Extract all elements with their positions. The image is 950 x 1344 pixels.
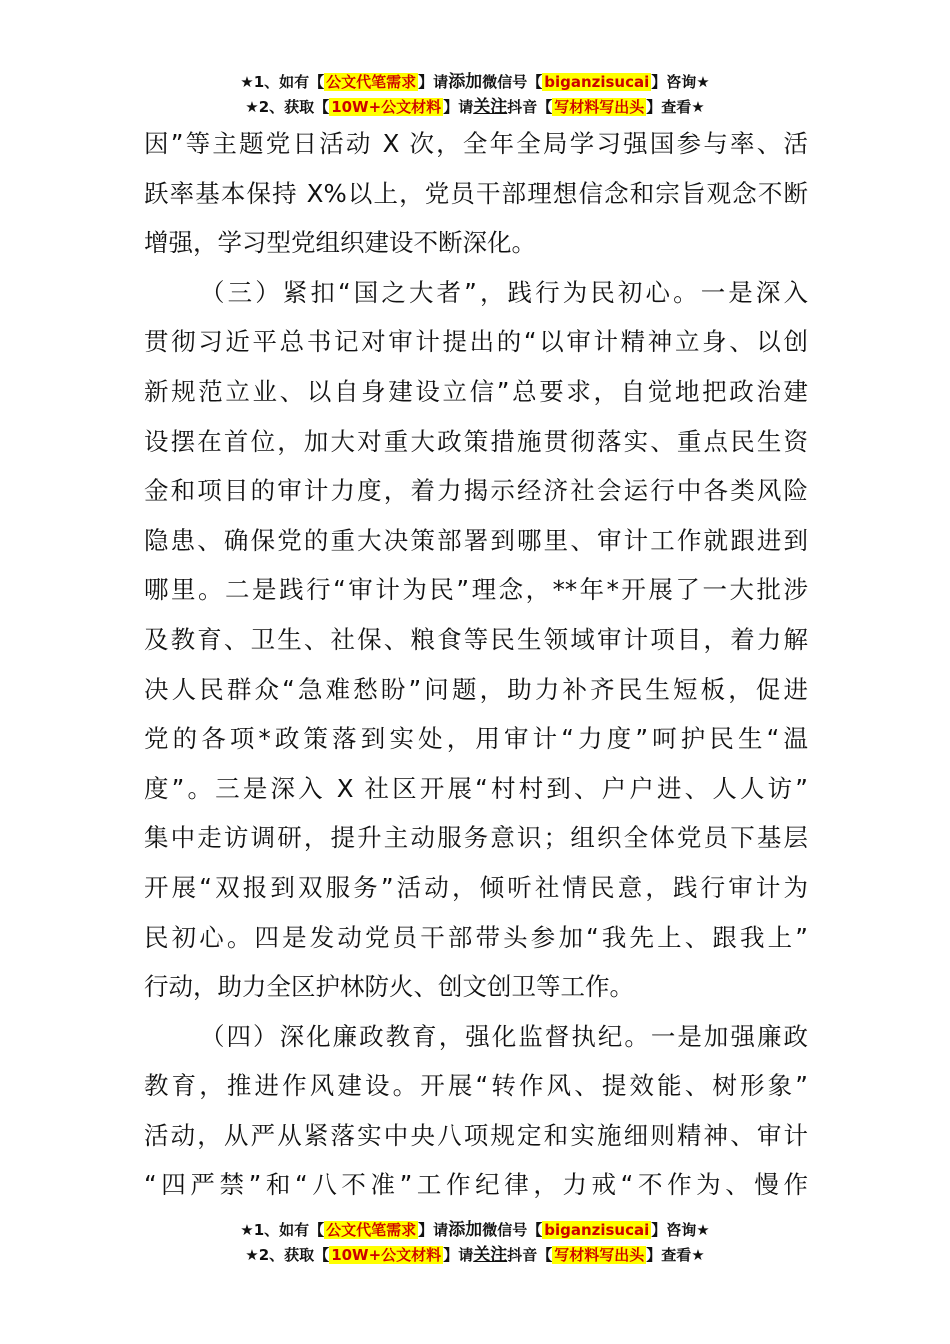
banner-text: ★2、获取【 [245,98,330,116]
banner-line-1 [0,70,950,95]
banner-text: 】请 [443,1246,474,1264]
body-line: 新规范立业、以自身建设立信”总要求，自觉地把政治建 [144,376,808,406]
banner-text: 】请 [418,1221,449,1239]
banner-text: 】请 [443,98,474,116]
banner-text: 微信号【 [482,1221,543,1239]
body-line: 党的各项*政策落到实处，用审计“力度”呵护民生“温 [144,724,808,754]
section-heading-line: （四）深化廉政教育，强化监督执纪。一是加强廉政 [200,1021,808,1051]
banner-line-2 [0,1243,950,1268]
body-line: 活动，从严从紧落实中央八项规定和实施细则精神、审计 [144,1120,808,1150]
body-line: 教育，推进作风建设。开展“转作风、提效能、树形象” [144,1071,808,1101]
banner-text: 】查看★ [646,98,705,116]
highlight-douyin: 写材料写出头 [554,98,645,116]
body-line: 因”等主题党日活动 X 次，全年全局学习强国参与率、活 [144,129,808,158]
banner-text: ★1、如有【 [240,1221,325,1239]
highlight-materials: 10W+公文材料 [331,98,442,116]
banner-emphasis: 关注 [473,1245,508,1265]
banner-emphasis: 添加 [448,1220,483,1240]
banner-emphasis: 添加 [448,72,483,92]
header-banner [0,70,950,120]
body-line: 跃率基本保持 X%以上，党员干部理想信念和宗旨观念不断 [144,178,808,208]
body-line: 哪里。二是践行“审计为民”理念，**年*开展了一大批涉 [144,575,808,605]
body-line: 行动，助力全区护林防火、创文创卫等工作。 [144,972,634,1002]
body-line: 贯彻习近平总书记对审计提出的“以审计精神立身、以创 [144,327,808,357]
document-body [144,119,808,1210]
body-line: 集中走访调研，提升主动服务意识；组织全体党员下基层 [144,823,808,853]
banner-text: 】查看★ [646,1246,705,1264]
footer-banner [0,1218,950,1268]
banner-text: ★1、如有【 [240,73,325,91]
body-line: “四严禁”和“八不准”工作纪律，力戒“不作为、慢作 [144,1170,808,1200]
banner-text: ★2、获取【 [245,1246,330,1264]
banner-line-1 [0,1218,950,1243]
highlight-wechat-id: biganzisucai [544,1221,650,1239]
body-line: 金和项目的审计力度，着力揭示经济社会运行中各类风险 [144,476,808,506]
banner-line-2 [0,95,950,120]
highlight-service: 公文代笔需求 [326,73,417,91]
highlight-douyin: 写材料写出头 [554,1246,645,1264]
body-line: 隐患、确保党的重大决策部署到哪里、审计工作就跟进到 [144,525,808,555]
banner-text: 抖音【 [507,1246,553,1264]
body-line: 民初心。四是发动党员干部带头参加“我先上、跟我上” [144,922,808,952]
section-heading-line: （三）紧扣“国之大者”，践行为民初心。一是深入 [200,277,808,307]
body-line: 度”。三是深入 X 社区开展“村村到、户户进、人人访” [144,773,808,803]
body-line: 决人民群众“急难愁盼”问题，助力补齐民生短板，促进 [144,674,808,704]
banner-text: 】咨询★ [651,1221,710,1239]
banner-text: 抖音【 [507,98,553,116]
banner-text: 】请 [418,73,449,91]
body-line: 开展“双报到双服务”活动，倾听社情民意，践行审计为 [144,872,808,902]
highlight-wechat-id: biganzisucai [544,73,650,91]
body-line: 及教育、卫生、社保、粮食等民生领域审计项目，着力解 [144,624,808,654]
banner-emphasis: 关注 [473,97,508,117]
body-line: 增强，学习型党组织建设不断深化。 [144,228,536,258]
banner-text: 】咨询★ [651,73,710,91]
body-line: 设摆在首位，加大对重大政策措施贯彻落实、重点民生资 [144,426,808,456]
highlight-service: 公文代笔需求 [326,1221,417,1239]
highlight-materials: 10W+公文材料 [331,1246,442,1264]
banner-text: 微信号【 [482,73,543,91]
